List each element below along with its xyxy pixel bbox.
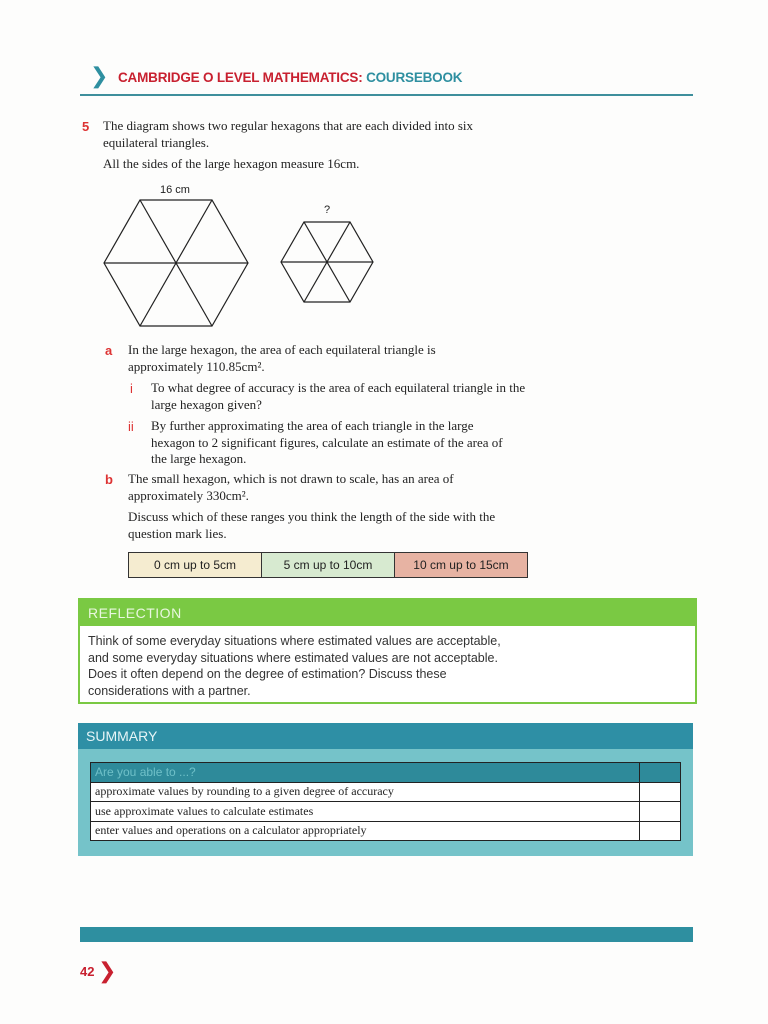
text-line: Discuss which of these ranges you think the length of the side with the (128, 509, 496, 524)
table-row (91, 802, 681, 822)
text-line: large hexagon given? (151, 396, 262, 412)
large-hexagon (104, 200, 248, 326)
text-line: To what degree of accuracy is the area of each equilateral triangle in the (151, 380, 526, 395)
text-line: question mark lies. (128, 525, 227, 541)
text-line: and some everyday situations where estimated values are not acceptable. (88, 650, 498, 665)
table-cell: approximate values by rounding to a given degree of accuracy (91, 782, 640, 802)
small-hexagon (281, 222, 373, 302)
text-line: The small hexagon, which is not drawn to scale, has an area of (128, 471, 454, 486)
text-line: equilateral triangles. (103, 134, 210, 150)
footer-bar (80, 927, 693, 942)
chevron-right-icon: ❯ (98, 959, 117, 984)
part-aii-label: ii (128, 419, 134, 434)
checkbox-cell (640, 763, 681, 783)
part-ai-label: i (130, 381, 133, 396)
range-option: 10 cm up to 15cm (395, 553, 527, 577)
part-b-text (128, 471, 495, 542)
table-row (91, 782, 681, 802)
chevron-right-icon: ❯ (90, 64, 109, 89)
large-hexagon-label: 16 cm (160, 184, 190, 196)
part-aii-text (151, 418, 503, 468)
checkbox-cell[interactable] (640, 782, 681, 802)
text-line: the large hexagon. (151, 451, 247, 466)
summary-box (78, 723, 693, 856)
summary-table (90, 762, 681, 841)
table-header-row (91, 763, 681, 783)
table-cell: enter values and operations on a calculator appropriately (91, 821, 640, 841)
page-number: 42 (80, 964, 95, 979)
table-cell: use approximate values to calculate estimates (91, 802, 640, 822)
reflection-title: REFLECTION (80, 600, 695, 626)
range-options (128, 552, 528, 578)
text-line: In the large hexagon, the area of each equilateral triangle is (128, 342, 436, 357)
text-line: considerations with a partner. (88, 683, 251, 698)
text-line: All the sides of the large hexagon measure 16cm. (103, 156, 360, 171)
part-ai-text (151, 380, 525, 413)
hexagon-diagram (0, 0, 768, 360)
text-line: By further approximating the area of each triangle in the large (151, 418, 474, 433)
text-line: hexagon to 2 significant figures, calculate an estimate of the area of (151, 434, 503, 450)
book-title: CAMBRIDGE O LEVEL MATHEMATICS: (118, 70, 363, 85)
text-line: approximately 110.85cm². (128, 358, 265, 374)
small-hexagon-label: ? (324, 204, 331, 216)
text-line: Does it often depend on the degree of estimation? Discuss these (88, 667, 447, 681)
reflection-box (78, 598, 697, 704)
part-b-label: b (105, 472, 113, 487)
question-number: 5 (82, 119, 90, 134)
range-option: 5 cm up to 10cm (262, 553, 395, 577)
part-a-label: a (105, 343, 113, 358)
range-option: 0 cm up to 5cm (129, 553, 262, 577)
checkbox-cell[interactable] (640, 821, 681, 841)
text-line: approximately 330cm². (128, 487, 249, 503)
text-line: The diagram shows two regular hexagons that are each divided into six (103, 118, 474, 133)
summary-title: SUMMARY (78, 723, 693, 749)
table-header: Are you able to ...? (91, 763, 640, 783)
book-subtitle: COURSEBOOK (366, 70, 463, 85)
text-line: Think of some everyday situations where estimated values are acceptable, (88, 634, 501, 648)
part-a-text (128, 342, 436, 375)
table-row (91, 821, 681, 841)
checkbox-cell[interactable] (640, 802, 681, 822)
